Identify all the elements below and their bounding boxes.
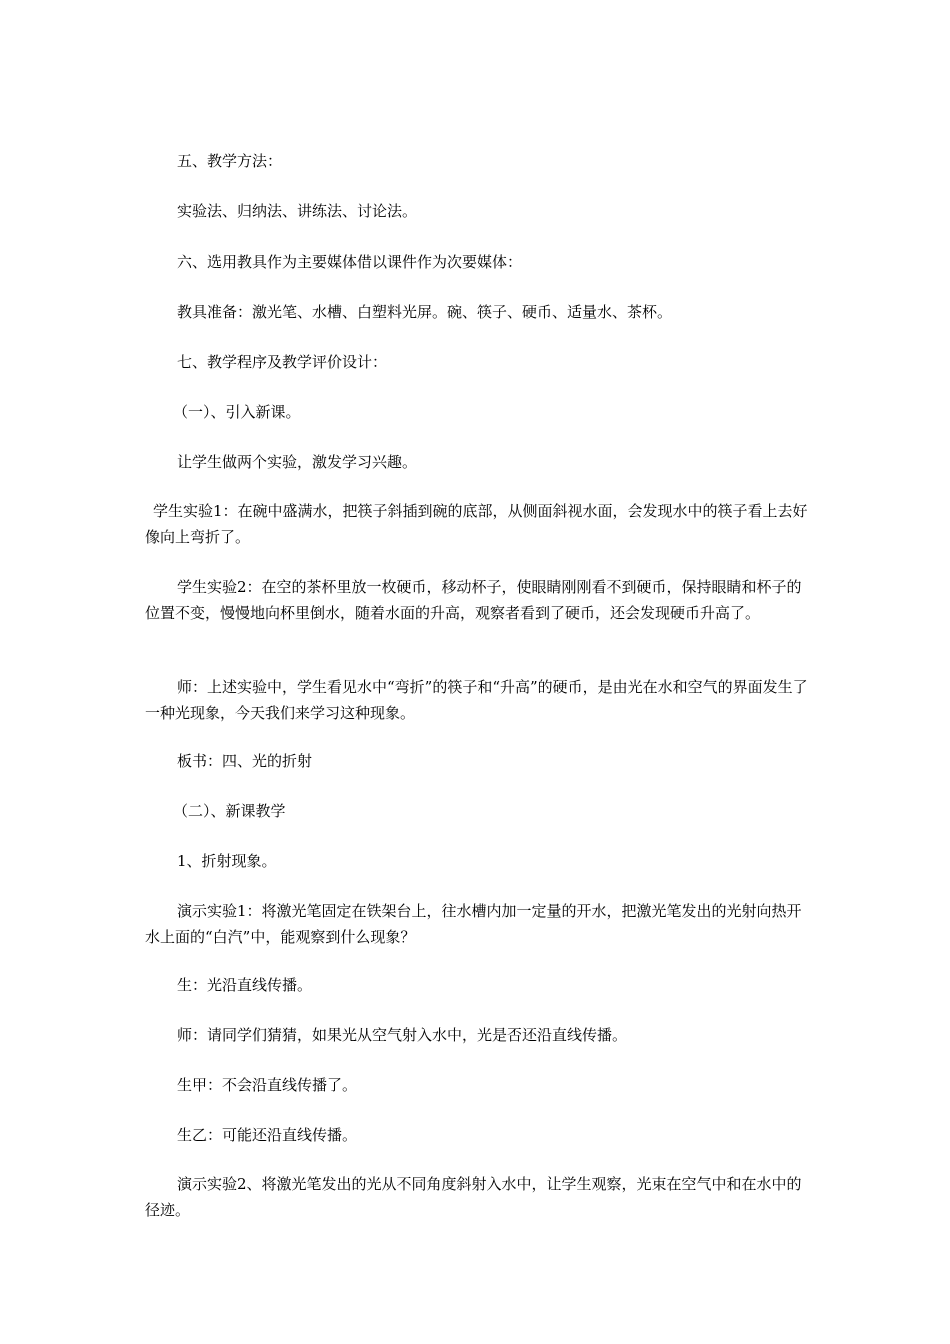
paragraph-student-experiment-1: 学生实验1：在碗中盛满水，把筷子斜插到碗的底部，从侧面斜视水面，会发现水中的筷子看上去好像向上弯折了。: [145, 502, 808, 546]
paragraph-methods-list: 实验法、归纳法、讲练法、讨论法。: [177, 202, 418, 220]
paragraph-student-experiment-2: 学生实验2：在空的茶杯里放一枚硬币，移动杯子，使眼睛刚刚看不到硬币，保持眼睛和杯子的位置不变，慢慢地向杯里倒水，随着水面的升高，观察者看到了硬币，还会发现硬币升高了。: [145, 578, 802, 622]
heading-teaching-aids: 六、选用教具作为主要媒体借以课件作为次要媒体：: [177, 253, 523, 271]
paragraph-demo-experiment-1: 演示实验1：将激光笔固定在铁架台上，往水槽内加一定量的开水，把激光笔发出的光射向热开水上面的“白汽”中，能观察到什么现象？: [145, 902, 802, 946]
paragraph-student-answer: 生：光沿直线传播。: [177, 976, 313, 994]
paragraph-teacher-explanation: 师：上述实验中，学生看见水中“弯折”的筷子和“升高”的硬币，是由光在水和空气的界面发生了一种光现象，今天我们来学习这种现象。: [145, 678, 808, 722]
paragraph-student-a-answer: 生甲：不会沿直线传播了。: [177, 1076, 358, 1094]
heading-teaching-methods: 五、教学方法：: [177, 152, 283, 170]
paragraph-two-experiments: 让学生做两个实验，激发学习兴趣。: [177, 453, 418, 471]
subheading-introduction: （一）、引入新课。: [173, 403, 301, 421]
paragraph-demo-experiment-2: 演示实验2、将激光笔发出的光从不同角度斜射入水中，让学生观察，光束在空气中和在水中的径迹。: [145, 1175, 802, 1219]
heading-refraction-phenomenon: 1、折射现象。: [177, 852, 277, 870]
subheading-new-lesson: （二）、新课教学: [173, 802, 286, 820]
paragraph-teacher-question: 师：请同学们猜猜，如果光从空气射入水中，光是否还沿直线传播。: [177, 1026, 628, 1044]
paragraph-board-title: 板书：四、光的折射: [177, 752, 313, 770]
heading-teaching-procedure: 七、教学程序及教学评价设计：: [177, 353, 388, 371]
paragraph-aids-list: 教具准备：激光笔、水槽、白塑料光屏。碗、筷子、硬币、适量水、茶杯。: [177, 303, 673, 321]
paragraph-student-b-answer: 生乙：可能还沿直线传播。: [177, 1126, 358, 1144]
